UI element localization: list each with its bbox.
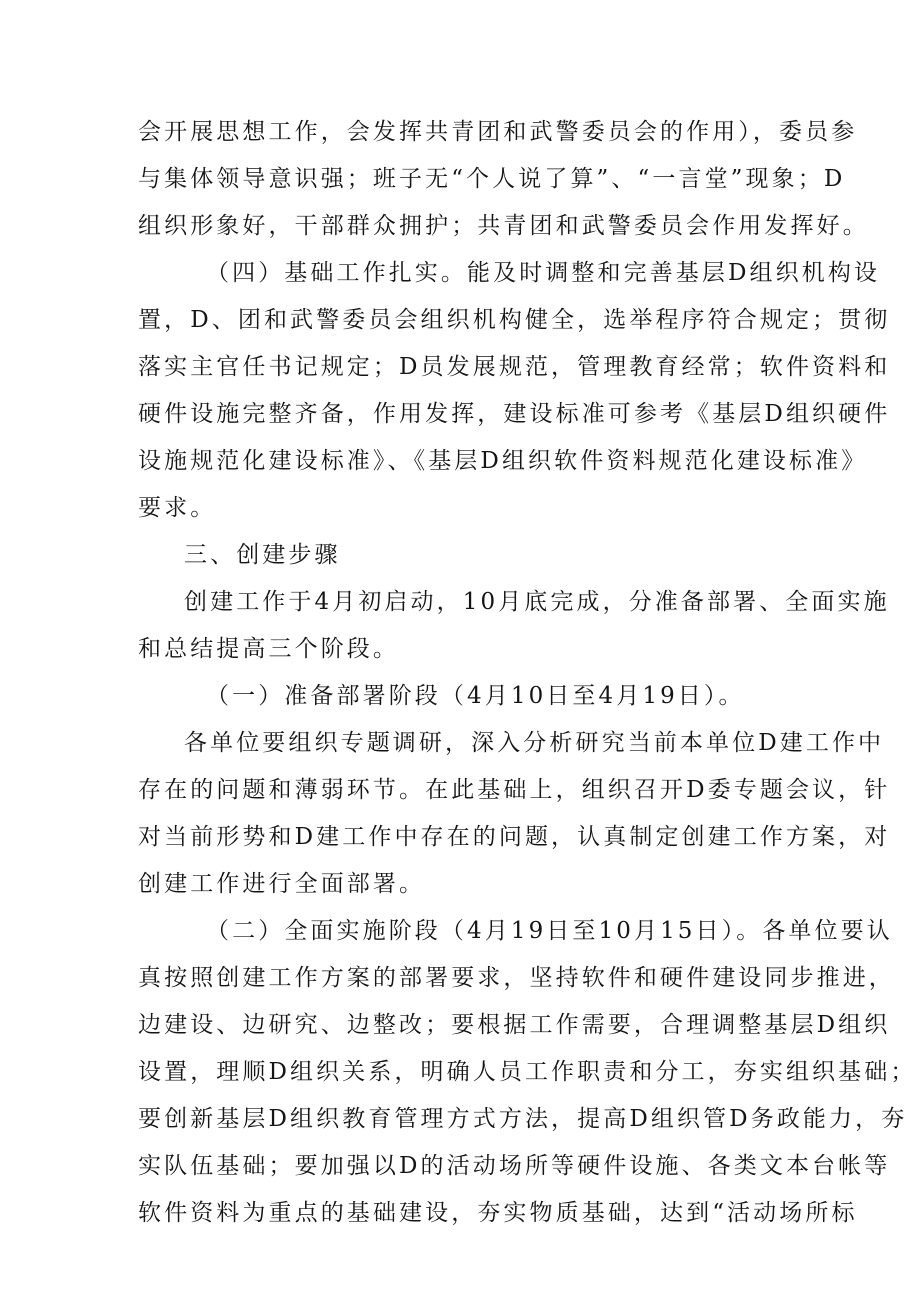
body-text-line: 存在的问题和薄弱环节。在此基础上，组织召开D委专题会议，针 — [138, 777, 891, 803]
body-text-line: 会开展思想工作，会发挥共青团和武警委员会的作用），委员参 — [138, 119, 858, 145]
body-text-line: 真按照创建工作方案的部署要求，坚持软件和硬件建设同步推进， — [138, 965, 895, 991]
body-text-line: 组织形象好，干部群众拥护；共青团和武警委员会作用发挥好。 — [138, 213, 869, 239]
subsection-heading-4: （四）基础工作扎实。能及时调整和完善基层D组织机构设 — [206, 260, 881, 286]
body-text-line: 要求。 — [138, 495, 217, 521]
body-text-line: 对当前形势和D建工作中存在的问题，认真制定创建工作方案，对 — [138, 824, 891, 850]
body-text-line: 硬件设施完整齐备，作用发挥，建设标准可参考《基层D组织硬件 — [138, 401, 891, 427]
body-text-line: 创建工作于4月初启动，10月底完成，分准备部署、全面实施 — [184, 589, 890, 615]
body-text-line: 各单位要组织专题调研，深入分析研究当前本单位D建工作中 — [184, 730, 885, 756]
subsection-heading-2: （二）全面实施阶段（4月19日至10月15日）。各单位要认 — [206, 918, 893, 944]
body-text-line: 设施规范化建设标准》、《基层D组织软件资料规范化建设标准》 — [138, 448, 868, 474]
body-text-line: 边建设、边研究、边整改；要根据工作需要，合理调整基层D组织 — [138, 1012, 891, 1038]
body-text-line: 置，D、团和武警委员会组织机构健全，选举程序符合规定；贯彻 — [138, 307, 891, 333]
subsection-heading-1: （一）准备部署阶段（4月10日至4月19日）。 — [206, 683, 745, 709]
body-text-line: 要创新基层D组织教育管理方式方法，提高D组织管D务政能力，夯 — [138, 1106, 908, 1132]
body-text-line: 设置，理顺D组织关系，明确人员工作职责和分工，夯实组织基础； — [138, 1059, 917, 1085]
body-text-line: 创建工作进行全面部署。 — [138, 871, 426, 897]
body-text-line: 落实主官任书记规定；D员发展规范，管理教育经常；软件资料和 — [138, 354, 891, 380]
section-heading-3: 三、创建步骤 — [184, 542, 341, 568]
body-text-line: 实队伍基础；要加强以D的活动场所等硬件设施、各类文本台帐等 — [138, 1153, 891, 1179]
body-text-line: 与集体领导意识强；班子无“个人说了算”、“一言堂”现象；D — [138, 166, 846, 192]
body-text-line: 和总结提高三个阶段。 — [138, 636, 399, 662]
body-text-line: 软件资料为重点的基础建设，夯实物质基础，达到“活动场所标 — [138, 1200, 858, 1226]
